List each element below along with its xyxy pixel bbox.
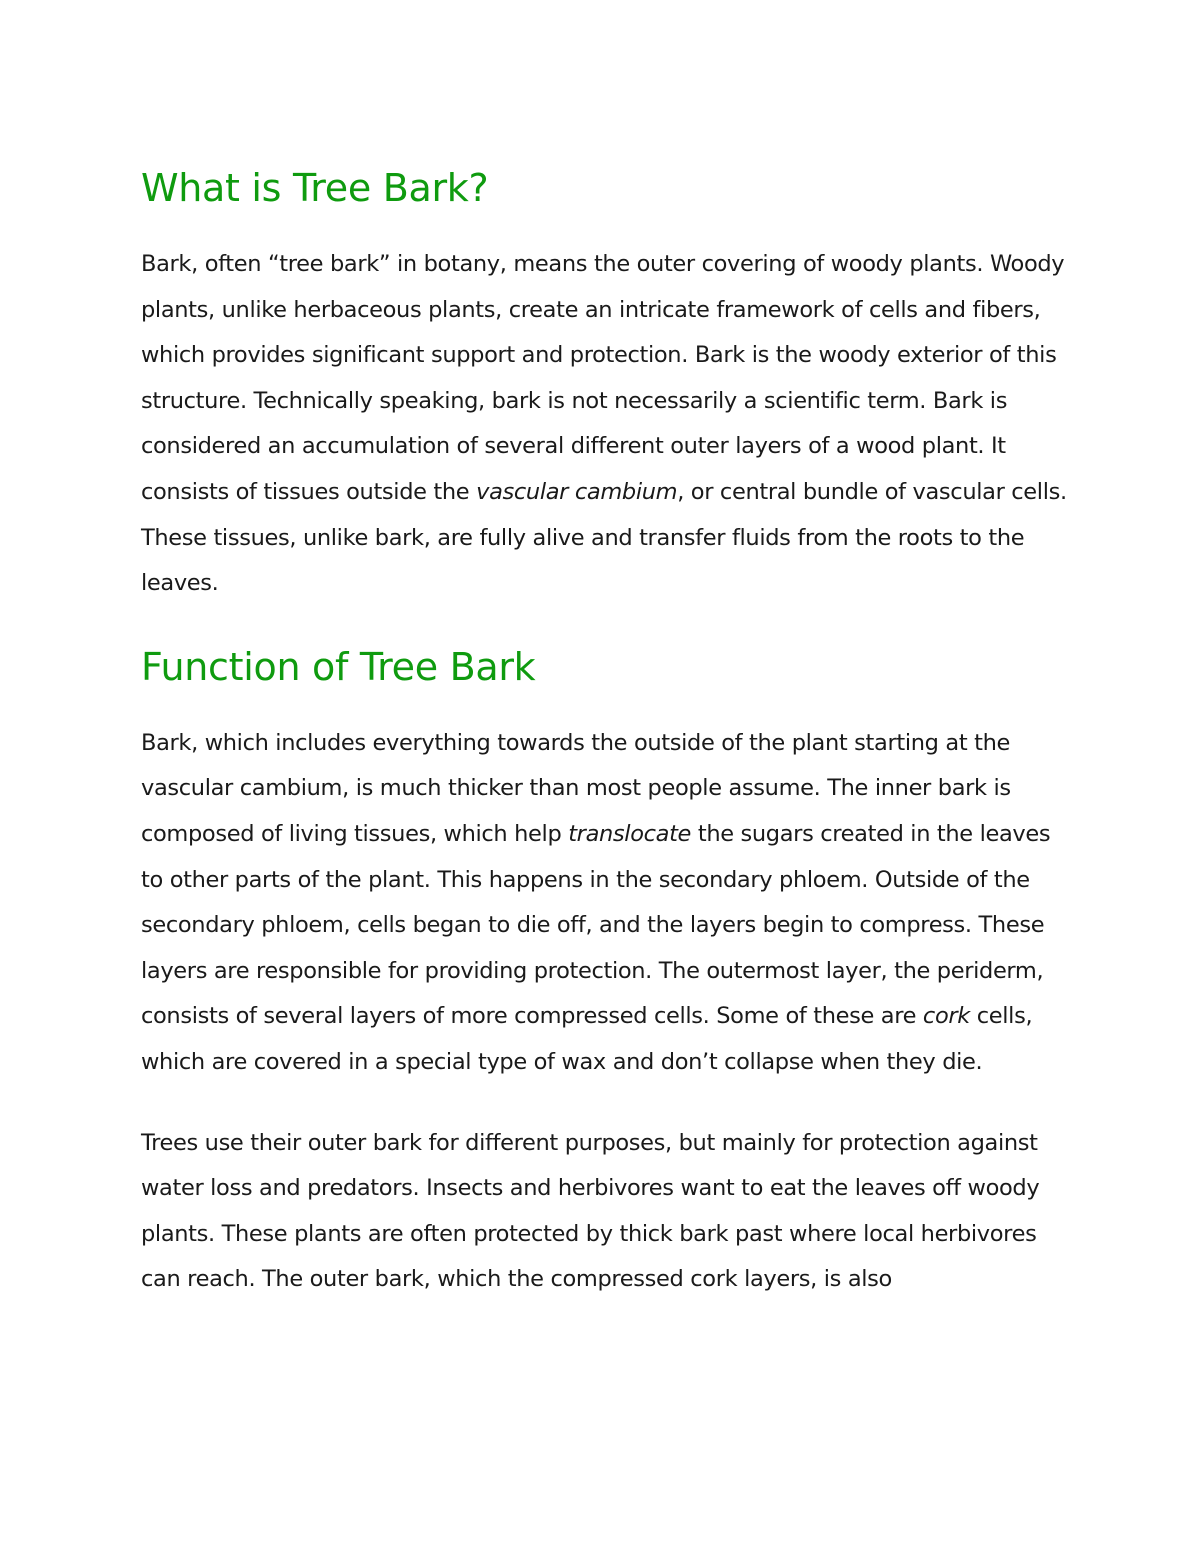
paragraph-text: , or central bundle of vascular cells. These tissues, unlike bark, are fully alive and transfer fluids from the roots to the leaves.: [141, 478, 1067, 597]
paragraph-text: cells, which are covered in a special type of wax and don’t collapse when they die.: [141, 1003, 1033, 1075]
section-heading-what-is-tree-bark: What is Tree Bark?: [141, 166, 489, 210]
paragraph-text: Bark, often “tree bark” in botany, means the outer covering of woody plants. Woody plants, unlike herbaceous plants, create an intricate framework of cells and fibers, which provides significant support and protection. Bark is the woody exterior of this structure. Technically speaking, bark is not necessarily a scientific term. Bark is considered an accumulation of several different outer layers of a wood plant. It consists of tissues outside the: [141, 251, 1065, 505]
italic-term-cork: cork: [922, 1003, 970, 1030]
document-page: [141, 160, 1071, 1303]
paragraph-bark-function: [141, 721, 1071, 1086]
section-heading-function-of-tree-bark: Function of Tree Bark: [141, 644, 536, 689]
italic-term-vascular-cambium: vascular cambium: [476, 478, 678, 505]
paragraph-outer-bark-purposes: Trees use their outer bark for different purposes, but mainly for protection against water loss and predators. Insects and herbivores want to eat the leaves off woody plants. These plants are often protected by thick bark past where local herbivores can reach. The outer bark, which the compressed cork layers, is also: [141, 1129, 1040, 1293]
paragraph-bark-definition: [141, 242, 1071, 607]
paragraph-text: the sugars created in the leaves to other parts of the plant. This happens in the secondary phloem. Outside of the secondary phloem, cells began to die off, and the layers begin to compress. These layers are responsible for providing protection. The outermost layer, the periderm, consists of several layers of more compressed cells. Some of these are: [141, 820, 1051, 1030]
italic-term-translocate: translocate: [568, 820, 692, 847]
paragraph-text: Bark, which includes everything towards the outside of the plant starting at the vascular cambium, is much thicker than most people assume. The inner bark is composed of living tissues, which help: [141, 729, 1011, 847]
